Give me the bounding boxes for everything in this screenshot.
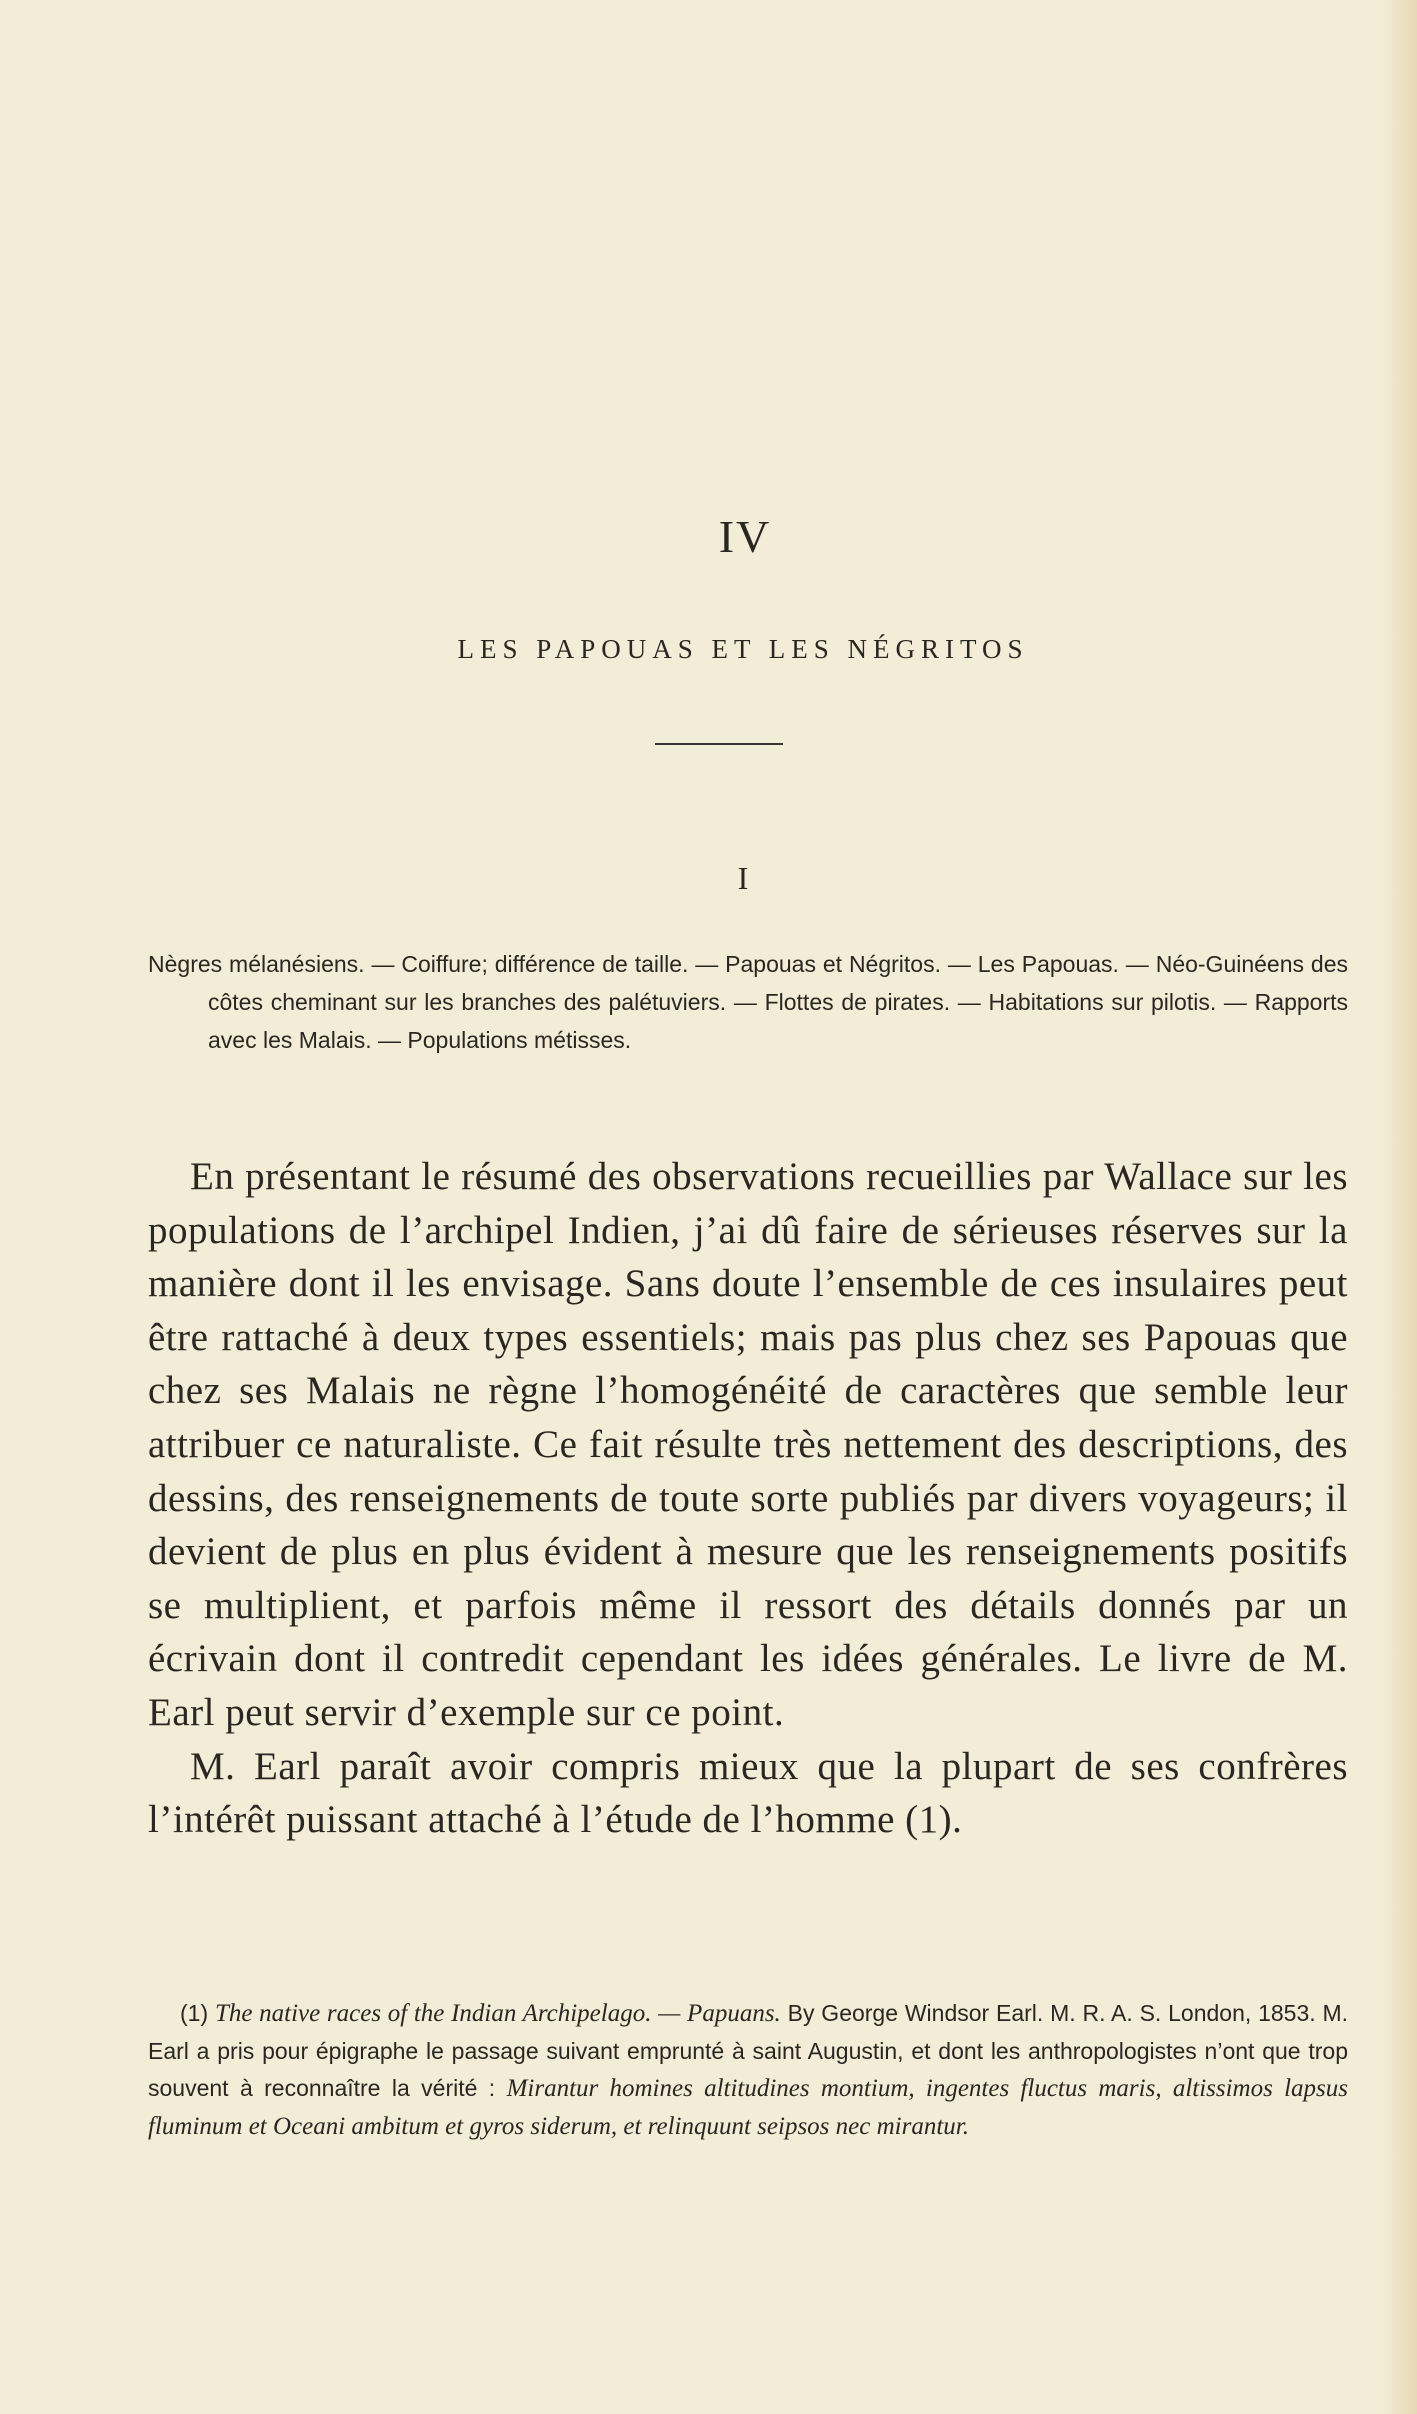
paragraph-1: En présentant le résumé des observations recueillies par Wallace sur les populations de l’archipel Indien, j’ai dû faire de sérieuses réserves sur la manière dont il les envisage. Sans doute l’ensemble de ces insulaires peut être rattaché à deux types essentiels; mais pas plus chez ses Papouas que chez ses Malais ne règne l’homogénéité de caractères que semble leur attribuer ce naturaliste. Ce fait résulte très nettement des descriptions, des dessins, des renseignements de toute sorte publiés par divers voyageurs; il devient de plus en plus évident à mesure que les renseignements positifs se multiplient, et parfois même il ressort des détails donnés par un écrivain dont il contredit cependant les idées générales. Le livre de M. Earl peut servir d’exemple sur ce point. [148,1155,1348,1734]
footnote [148,1995,1348,2145]
footnote-text: By George Windsor Earl. M. R. A. S. London, 1853. M. Earl a pris pour épigraphe le passage suivant emprunté à saint Augustin, et dont les anthropologistes n’ont que trop souvent à reconnaître la vérité : [148,2000,1349,2101]
footnote-latin-quote: Mirantur homines altitudines montium, ingentes fluctus maris, altissimos lapsus fluminum et Oceani ambitum et gyros siderum, et relinquunt seipsos nec mirantur. [148,2075,1348,2140]
chapter-title: LES PAPOUAS ET LES NÉGRITOS [457,634,1029,664]
paragraph-2: M. Earl paraît avoir compris mieux que la plupart de ses confrères l’intérêt puissant attaché à l’étude de l’homme (1). [148,1744,1348,1842]
section-number: I [737,860,749,896]
body-text [148,1150,1348,1847]
footnote-marker: (1) [180,2000,209,2026]
footnote-book-title: The native races of the Indian Archipelago. — Papuans. [214,2000,781,2027]
page-edge-shading [1383,0,1417,2414]
title-divider [655,743,783,745]
section-summary: Nègres mélanésiens. — Coiffure; différence de taille. — Papouas et Négritos. — Les Papouas. — Néo-Guinéens des côtes cheminant sur les branches des palétuviers. — Flottes de pirates. — Habitations sur pilotis. — Rapports avec les Malais. — Populations métisses. [148,951,1348,1053]
chapter-number: IV [718,511,772,562]
